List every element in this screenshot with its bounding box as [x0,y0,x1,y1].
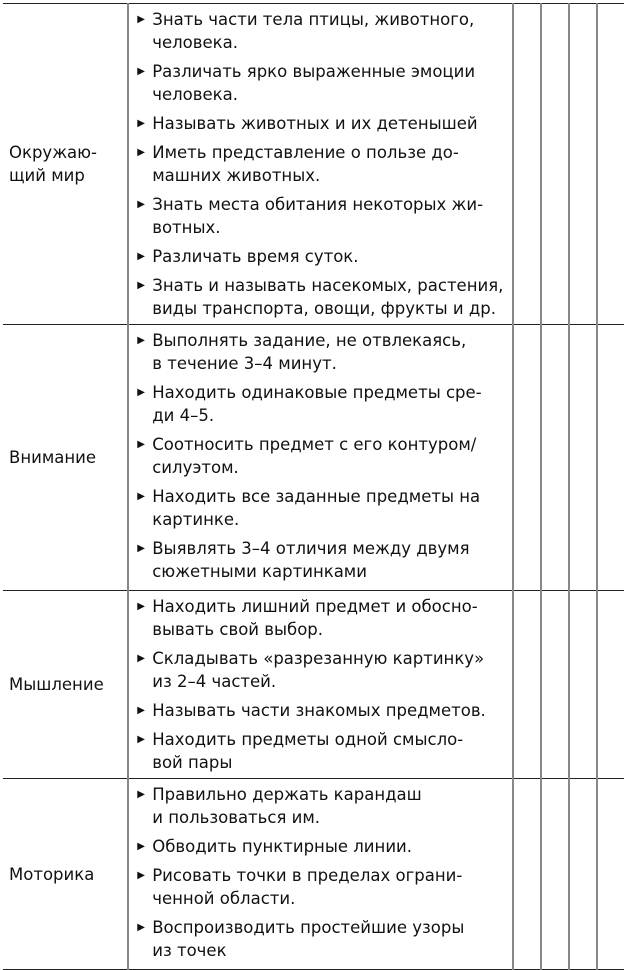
bullet-icon: ▶ [137,14,145,25]
bullet-icon: ▶ [137,922,145,933]
bullet-icon: ▶ [137,118,145,129]
bullet-icon: ▶ [137,734,145,745]
bullet-icon: ▶ [137,653,145,664]
item-text: Соотносить предмет с его контуром/ силуэтом. [152,435,477,477]
list-item [135,647,512,693]
item-text: Знать и называть насекомых, растения, виды транспорта, овощи, фрукты и др. [152,276,504,318]
bullet-icon: ▶ [137,870,145,881]
item-text: Иметь представление о пользе до- машних животных. [152,143,459,185]
bullet-icon: ▶ [137,387,145,398]
item-text: Называть части знакомых предметов. [152,701,486,720]
bullet-icon: ▶ [137,841,145,852]
list-item [135,433,512,479]
assessment-cell[interactable] [513,4,541,325]
skills-list [128,325,513,591]
assessment-cell[interactable] [541,591,569,779]
list-item [135,595,512,641]
bullet-icon: ▶ [137,251,145,262]
skills-list [128,779,513,970]
list-item [135,485,512,531]
assessment-cell[interactable] [569,591,597,779]
assessment-cell[interactable] [569,4,597,325]
skills-list [128,591,513,779]
item-text: Знать места обитания некоторых жи- вотных. [152,195,484,237]
bullet-icon: ▶ [137,543,145,554]
bullet-icon: ▶ [137,335,145,346]
table-row [3,325,624,591]
item-text: Воспроизводить простейшие узоры из точек [152,918,465,960]
assessment-cell[interactable] [569,325,597,591]
item-text: Находить предметы одной смысло- вой пары [152,730,464,772]
bullet-icon: ▶ [137,66,145,77]
list-item [135,274,512,320]
category-label: Мышление [3,591,128,779]
item-text: Знать части тела птицы, животного, человека. [152,10,475,52]
assessment-cell[interactable] [597,591,624,779]
table-row [3,779,624,970]
item-text: Выявлять 3–4 отличия между двумя сюжетными картинками [152,539,470,581]
list-item [135,60,512,106]
assessment-cell[interactable] [513,591,541,779]
item-text: Выполнять задание, не отвлекаясь, в течение 3–4 минут. [152,331,467,373]
item-text: Обводить пунктирные линии. [152,837,413,856]
bullet-icon: ▶ [137,439,145,450]
assessment-cell[interactable] [541,779,569,970]
item-text: Правильно держать карандаш и пользоваться им. [152,785,422,827]
list-item [135,8,512,54]
assessment-cell[interactable] [513,779,541,970]
category-label: Окружаю- щий мир [3,4,128,325]
item-text: Называть животных и их детенышей [152,114,478,133]
table-row [3,4,624,325]
bullet-icon: ▶ [137,601,145,612]
item-text: Складывать «разрезанную картинку» из 2–4 частей. [152,649,485,691]
item-text: Различать время суток. [152,247,359,266]
assessment-cell[interactable] [569,779,597,970]
bullet-icon: ▶ [137,147,145,158]
list-item [135,245,512,268]
list-item [135,728,512,774]
assessment-cell[interactable] [541,4,569,325]
assessment-cell[interactable] [541,325,569,591]
skills-table [3,3,624,970]
assessment-cell[interactable] [513,325,541,591]
list-item [135,916,512,962]
table-row [3,591,624,779]
list-item [135,783,512,829]
item-text: Находить лишний предмет и обосно- вывать свой выбор. [152,597,478,639]
assessment-cell[interactable] [597,779,624,970]
item-text: Находить все заданные предметы на картинке. [152,487,481,529]
item-text: Различать ярко выраженные эмоции человека. [152,62,476,104]
list-item [135,381,512,427]
skills-list [128,4,513,325]
bullet-icon: ▶ [137,280,145,291]
list-item [135,835,512,858]
list-item [135,537,512,583]
bullet-icon: ▶ [137,789,145,800]
list-item [135,329,512,375]
list-item [135,112,512,135]
list-item [135,699,512,722]
bullet-icon: ▶ [137,705,145,716]
category-label: Внимание [3,325,128,591]
item-text: Находить одинаковые предметы сре- ди 4–5. [152,383,482,425]
list-item [135,141,512,187]
list-item [135,864,512,910]
bullet-icon: ▶ [137,199,145,210]
item-text: Рисовать точки в пределах ограни- ченной области. [152,866,463,908]
list-item [135,193,512,239]
assessment-cell[interactable] [597,325,624,591]
assessment-cell[interactable] [597,4,624,325]
category-label: Моторика [3,779,128,970]
bullet-icon: ▶ [137,491,145,502]
